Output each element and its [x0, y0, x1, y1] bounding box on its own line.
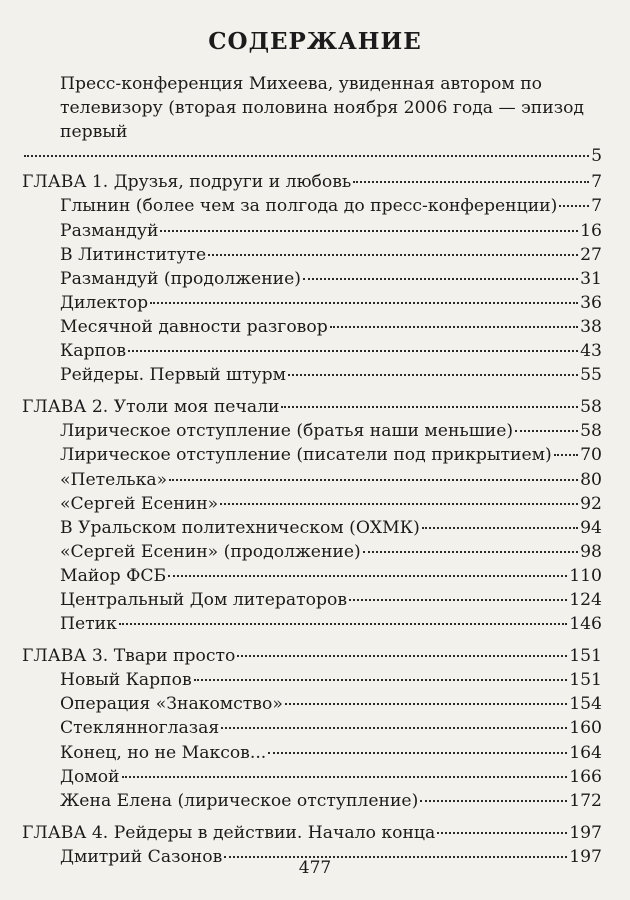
- toc-section-entry[interactable]: [22, 716, 602, 740]
- toc-section-entry[interactable]: [22, 219, 602, 243]
- toc-section-title: Дмитрий Сазонов: [60, 846, 223, 867]
- toc-page-number: 154: [569, 694, 602, 715]
- toc-page-number: 5: [591, 146, 602, 167]
- leader-dots: [237, 654, 567, 657]
- leader-dots: [169, 478, 578, 481]
- toc-section-entry[interactable]: [22, 267, 602, 291]
- leader-dots: [330, 325, 578, 328]
- toc-section-entry[interactable]: [22, 516, 602, 540]
- toc-chapter-entry[interactable]: [22, 821, 602, 845]
- toc-chapter-title: ГЛАВА 2. Утоли моя печали: [22, 397, 280, 418]
- toc-page-number: 27: [580, 244, 602, 265]
- toc-section-entry[interactable]: [22, 741, 602, 765]
- leader-dots: [349, 598, 567, 601]
- toc-section-entry[interactable]: [22, 789, 602, 813]
- toc-section-entry[interactable]: [22, 540, 602, 564]
- toc-section-entry[interactable]: [22, 588, 602, 612]
- toc-section-entry[interactable]: [22, 419, 602, 443]
- toc-section-title: Центральный Дом литераторов: [60, 589, 348, 610]
- chapter-list: [22, 170, 602, 869]
- leader-dots: [168, 574, 567, 577]
- toc-section-title: Домой: [60, 766, 120, 787]
- toc-page-number: 92: [580, 493, 602, 514]
- leader-dots: [128, 349, 578, 352]
- leader-dots: [268, 751, 567, 754]
- toc-page-number: 31: [580, 268, 602, 289]
- toc-page-number: 80: [580, 469, 602, 490]
- toc-page-number: 151: [569, 670, 602, 691]
- page-title: СОДЕРЖАНИЕ: [208, 28, 422, 55]
- toc-section-entry[interactable]: [22, 443, 602, 467]
- leader-dots: [119, 622, 567, 625]
- toc-page-number: 38: [580, 316, 602, 337]
- leader-dots: [515, 429, 578, 432]
- leader-dots: [363, 550, 578, 553]
- leader-dots: [221, 726, 567, 729]
- toc-section-title: Конец, но не Максов...: [60, 742, 267, 763]
- toc-page-number: 151: [569, 646, 602, 667]
- toc-section-title: Операция «Знакомство»: [60, 694, 283, 715]
- toc-section-entry[interactable]: [22, 291, 602, 315]
- leader-dots: [122, 775, 568, 778]
- leader-dots: [24, 154, 589, 157]
- chapter-spacer: [22, 387, 602, 393]
- toc-section-entry[interactable]: [22, 363, 602, 387]
- table-of-contents: [22, 72, 602, 869]
- toc-section-entry[interactable]: [22, 194, 602, 218]
- leader-dots: [420, 799, 567, 802]
- toc-page-number: 36: [580, 292, 602, 313]
- toc-section-title: Дилектор: [60, 292, 149, 313]
- toc-section-title: В Уральском политехническом (ОХМК): [60, 517, 420, 538]
- toc-chapter-entry[interactable]: [22, 170, 602, 194]
- toc-intro-entry[interactable]: [22, 72, 602, 144]
- toc-page-number: 58: [580, 397, 602, 418]
- toc-page-number: 110: [569, 565, 602, 586]
- toc-section-title: Лирическое отступление (братья наши меньшие): [60, 421, 514, 442]
- toc-page-number: 124: [569, 589, 602, 610]
- chapter-spacer: [22, 636, 602, 642]
- leader-dots: [288, 373, 578, 376]
- toc-chapter-title: ГЛАВА 1. Друзья, подруги и любовь: [22, 172, 352, 193]
- toc-section-entry[interactable]: [22, 692, 602, 716]
- toc-page-number: 197: [569, 846, 602, 867]
- toc-section-title: Лирическое отступление (писатели под прикрытием): [60, 445, 552, 466]
- leader-dots: [285, 702, 567, 705]
- toc-section-entry[interactable]: [22, 339, 602, 363]
- toc-page-number: 166: [569, 766, 602, 787]
- toc-section-title: Глынин (более чем за полгода до пресс-конференции): [60, 196, 558, 217]
- toc-section-entry[interactable]: [22, 765, 602, 789]
- toc-page-number: 43: [580, 341, 602, 362]
- toc-chapter-title: ГЛАВА 4. Рейдеры в действии. Начало конца: [22, 822, 436, 843]
- leader-dots: [303, 277, 578, 280]
- toc-section-entry[interactable]: [22, 564, 602, 588]
- toc-section-title: Месячной давности разговор: [60, 316, 328, 337]
- leader-dots: [422, 526, 578, 529]
- toc-section-title: Майор ФСБ: [60, 565, 167, 586]
- toc-page-number: 98: [580, 541, 602, 562]
- toc-page-number: 16: [580, 220, 602, 241]
- toc-section-entry[interactable]: [22, 668, 602, 692]
- leader-dots: [160, 229, 578, 232]
- leader-dots: [353, 180, 589, 183]
- toc-section-title: Размандуй (продолжение): [60, 268, 302, 289]
- toc-page-number: 58: [580, 421, 602, 442]
- leader-dots: [437, 831, 567, 834]
- toc-page-number: 7: [591, 172, 602, 193]
- toc-section-title: «Петелька»: [60, 469, 168, 490]
- toc-chapter-entry[interactable]: [22, 644, 602, 668]
- toc-section-entry[interactable]: [22, 492, 602, 516]
- toc-section-title: Карпов: [60, 341, 127, 362]
- leader-dots: [194, 678, 568, 681]
- toc-page-number: 146: [569, 614, 602, 635]
- toc-page-number: 197: [569, 822, 602, 843]
- toc-section-entry[interactable]: [22, 468, 602, 492]
- toc-section-title: Жена Елена (лирическое отступление): [60, 790, 419, 811]
- toc-section-title: Петик: [60, 614, 117, 635]
- toc-section-title: Новый Карпов: [60, 670, 192, 691]
- leader-dots: [150, 301, 578, 304]
- toc-section-title: «Сергей Есенин»: [60, 493, 219, 514]
- page-number: 477: [298, 858, 332, 878]
- toc-page-number: 164: [569, 742, 602, 763]
- toc-page-number: 94: [580, 517, 602, 538]
- toc-page-number: 55: [580, 365, 602, 386]
- toc-section-entry[interactable]: [22, 315, 602, 339]
- toc-section-title: Размандуй: [60, 220, 159, 241]
- leader-dots: [559, 204, 589, 207]
- toc-section-entry[interactable]: [22, 243, 602, 267]
- toc-chapter-entry[interactable]: [22, 395, 602, 419]
- toc-intro-text: Пресс-конференция Михеева, увиденная автором по телевизору (вторая половина ноября 2006 года — эпизод первый: [60, 74, 585, 143]
- toc-intro-page-row[interactable]: [22, 144, 602, 168]
- toc-page-number: 70: [580, 445, 602, 466]
- chapter-spacer: [22, 813, 602, 819]
- leader-dots: [208, 253, 578, 256]
- toc-section-title: «Сергей Есенин» (продолжение): [60, 541, 361, 562]
- toc-section-title: Рейдеры. Первый штурм: [60, 365, 286, 386]
- toc-section-title: Стеклянноглазая: [60, 718, 220, 739]
- leader-dots: [554, 453, 578, 456]
- toc-chapter-title: ГЛАВА 3. Твари просто: [22, 646, 236, 667]
- toc-page-number: 7: [591, 196, 602, 217]
- toc-section-title: В Литинституте: [60, 244, 207, 265]
- toc-section-entry[interactable]: [22, 612, 602, 636]
- toc-page-number: 160: [569, 718, 602, 739]
- toc-page-number: 172: [569, 790, 602, 811]
- leader-dots: [220, 502, 578, 505]
- leader-dots: [281, 405, 578, 408]
